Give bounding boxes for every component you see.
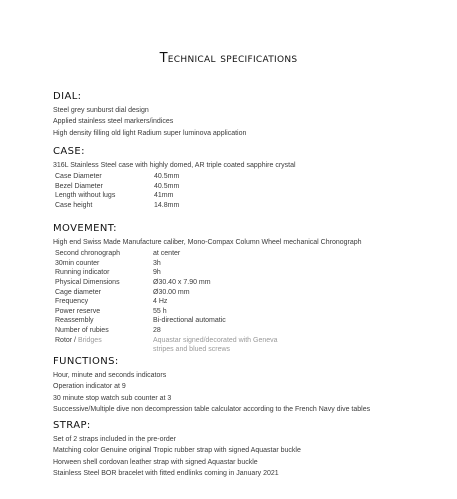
spec-label: Case height [55,202,93,210]
spec-value: Ø30.00 mm [153,288,190,296]
spec-label: Number of rubies [55,327,109,335]
spec-value: 55 h [153,307,167,315]
dial-line: High density filling old light Radium super luminova application [53,129,247,137]
spec-row [55,182,433,192]
spec-label: Case Diameter [55,173,102,181]
spec-label: Frequency [55,298,89,306]
functions-line: Operation indicator at 9 [53,383,126,391]
spec-label: Power reserve [55,307,101,315]
spec-label: Second chronograph [55,250,120,258]
strap-heading: STRAP: [53,420,91,431]
spec-label: Cage diameter [55,288,101,296]
spec-label-empty [55,345,153,355]
spec-label [55,336,153,346]
spec-value: 14.8mm [154,202,180,210]
spec-label: Length without lugs [55,192,116,200]
spec-value: at center [153,250,181,258]
spec-value: 28 [153,327,161,335]
page-title: Technical specifications [159,51,298,66]
spec-value: Bi-directional automatic [153,317,226,325]
case-heading: CASE: [53,146,85,157]
strap-line: Set of 2 straps included in the pre-order [53,436,176,443]
case-intro: 316L Stainless Steel case with highly domed, AR triple coated sapphire crystal [53,162,296,169]
spec-row [55,326,433,336]
case-spec-table [53,172,433,210]
strap-line: Horween shell cordovan leather strap with signed Aquastar buckle [53,458,258,466]
spec-row-rotor [55,336,433,346]
spec-label: Running indicator [55,269,110,277]
spec-label: Physical Dimensions [55,279,120,287]
functions-section [53,356,433,415]
spec-row [55,259,433,269]
spec-row [55,268,433,278]
strap-line: Stainless Steel BOR bracelet with fitted endlinks coming in January 2021 [53,469,279,477]
dial-section [53,91,433,139]
spec-value [153,336,278,346]
bridges-label: Bridges [77,336,102,344]
movement-spec-table [53,249,433,355]
functions-line: 30 minute stop watch sub counter at 3 [53,394,172,402]
strap-section [53,420,433,479]
spec-row [55,249,433,259]
spec-row-rotor-continued [55,345,433,355]
functions-line: Successive/Multiple dive non decompression table calculator according to the French Navy dive tables [53,405,371,413]
rotor-value-line: Aquastar signed/decorated with Geneva [153,336,278,344]
functions-line: Hour, minute and seconds indicators [53,372,167,379]
spec-row [55,288,433,298]
spec-label: Bezel Diameter [55,182,103,190]
dial-line: Applied stainless steel markers/indices [53,118,174,126]
spec-value: 41mm [154,192,174,200]
dial-heading: DIAL: [53,91,82,102]
rotor-label: Rotor / [55,336,78,344]
spec-label: Reassembly [55,317,94,325]
movement-section [53,223,433,355]
spec-row [55,172,433,182]
spec-value: 9h [153,269,161,277]
spec-row [55,191,433,201]
spec-value: 3h [153,259,161,267]
spec-row [55,307,433,317]
functions-heading: FUNCTIONS: [53,356,119,367]
dial-line: Steel grey sunburst dial design [53,107,149,114]
movement-intro: High end Swiss Made Manufacture caliber, Mono-Compax Column Wheel mechanical Chronograph [53,239,362,246]
spec-row [55,297,433,307]
rotor-value-line: stripes and blued screws [153,346,231,354]
spec-value: Ø30.40 x 7.90 mm [153,279,211,287]
spec-row [55,201,433,211]
spec-value: 40.5mm [154,182,180,190]
spec-row [55,316,433,326]
spec-value: 40.5mm [154,173,180,181]
spec-row [55,278,433,288]
strap-line: Matching color Genuine original Tropic rubber strap with signed Aquastar buckle [53,447,301,455]
spec-value: 4 Hz [153,298,168,306]
movement-heading: MOVEMENT: [53,223,117,234]
spec-label: 30min counter [55,259,100,267]
case-section [53,146,433,211]
